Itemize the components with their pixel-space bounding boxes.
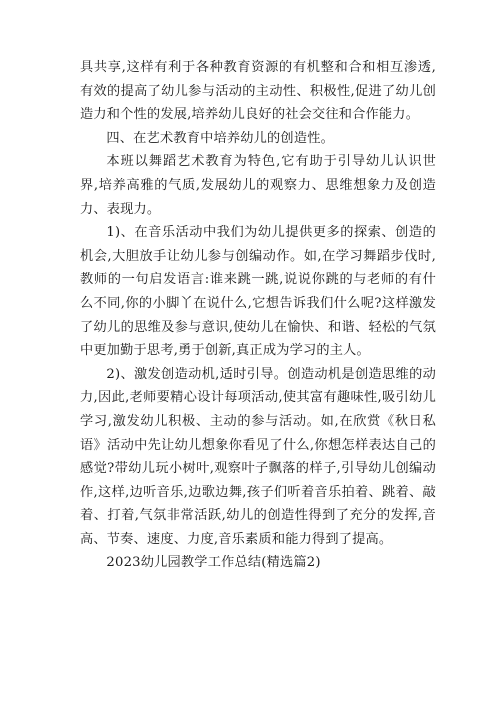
document-page (80, 56, 436, 575)
paragraph-dance-feature: 本班以舞蹈艺术教育为特色,它有助于引导幼儿认识世界,培养高雅的气质,发展幼儿的观察力、思维想象力及创造力、表现力。 (80, 154, 436, 217)
paragraph-point-one: 1)、在音乐活动中我们为幼儿提供更多的探索、创造的机会,大胆放手让幼儿参与创编动作。如,在学习舞蹈步伐时,教师的一句启发语言:谁来跳一跳,说说你跳的与老师的有什么不同,你的小脚丫在说什么,它想告诉我们什么呢?这样激发了幼儿的思维及参与意识,使幼儿在愉快、和谐、轻松的气氛中更加勤于思考,勇于创新,真正成为学习的主人。 (80, 225, 436, 359)
section-heading-four: 四、在艺术教育中培养幼儿的创造性。 (106, 130, 334, 146)
next-article-title: 2023幼儿园教学工作总结(精选篇2) (106, 555, 321, 571)
paragraph-continuation: 具共享,这样有利于各种教育资源的有机整和合和相互渗透,有效的提高了幼儿参与活动的主动性、积极性,促进了幼儿创造力和个性的发展,培养幼儿良好的社会交往和合作能力。 (80, 60, 436, 123)
paragraph-point-two: 2)、激发创造动机,适时引导。创造动机是创造思维的动力,因此,老师要精心设计每项活动,使其富有趣味性,吸引幼儿学习,激发幼儿积极、主动的参与活动。如,在欣赏《秋日私语》活动中先让幼儿想象你看见了什么,你想怎样表达自己的感觉?带幼儿玩小树叶,观察叶子飘落的样子,引导幼儿创编动作,这样,边听音乐,边歌边舞,孩子们听着音乐拍着、跳着、敲着、打着,气氛非常活跃,幼儿的创造性得到了充分的发挥,音高、节奏、速度、力度,音乐素质和能力得到了提高。 (80, 366, 436, 547)
